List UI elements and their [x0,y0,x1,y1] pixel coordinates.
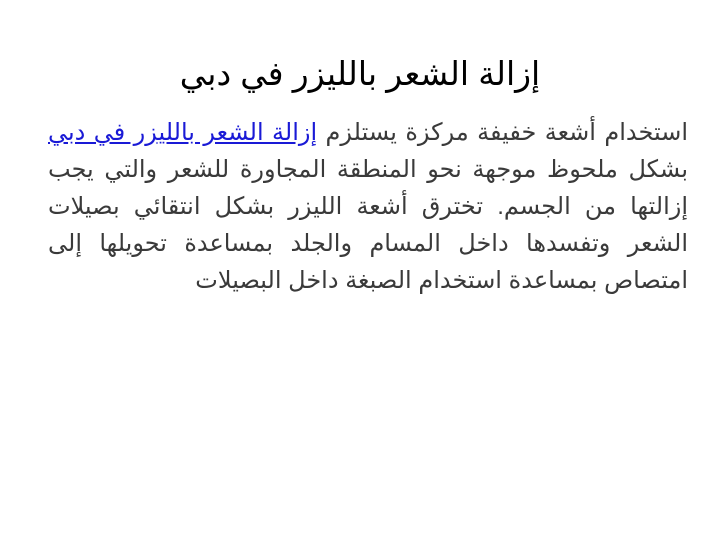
laser-hair-removal-link[interactable]: إزالة الشعر بالليزر في دبي [48,119,318,146]
paragraph-text-after-link: بشكل ملحوظ موجهة نحو المنطقة المجاورة للشعر والتي يجب إزالتها من الجسم. تخترق أشعة الليزر بشكل انتقائي بصيلات الشعر وتفسدها داخل المسام والجلد بمساعدة تحويلها إلى امتصاص بمساعدة استخدام الصبغة داخل البصيلات [48,156,688,294]
paragraph-text-before-link: استخدام أشعة خفيفة مركزة يستلزم [317,119,688,146]
body-paragraph [48,114,688,299]
slide-title: إزالة الشعر بالليزر في دبي [179,55,541,92]
